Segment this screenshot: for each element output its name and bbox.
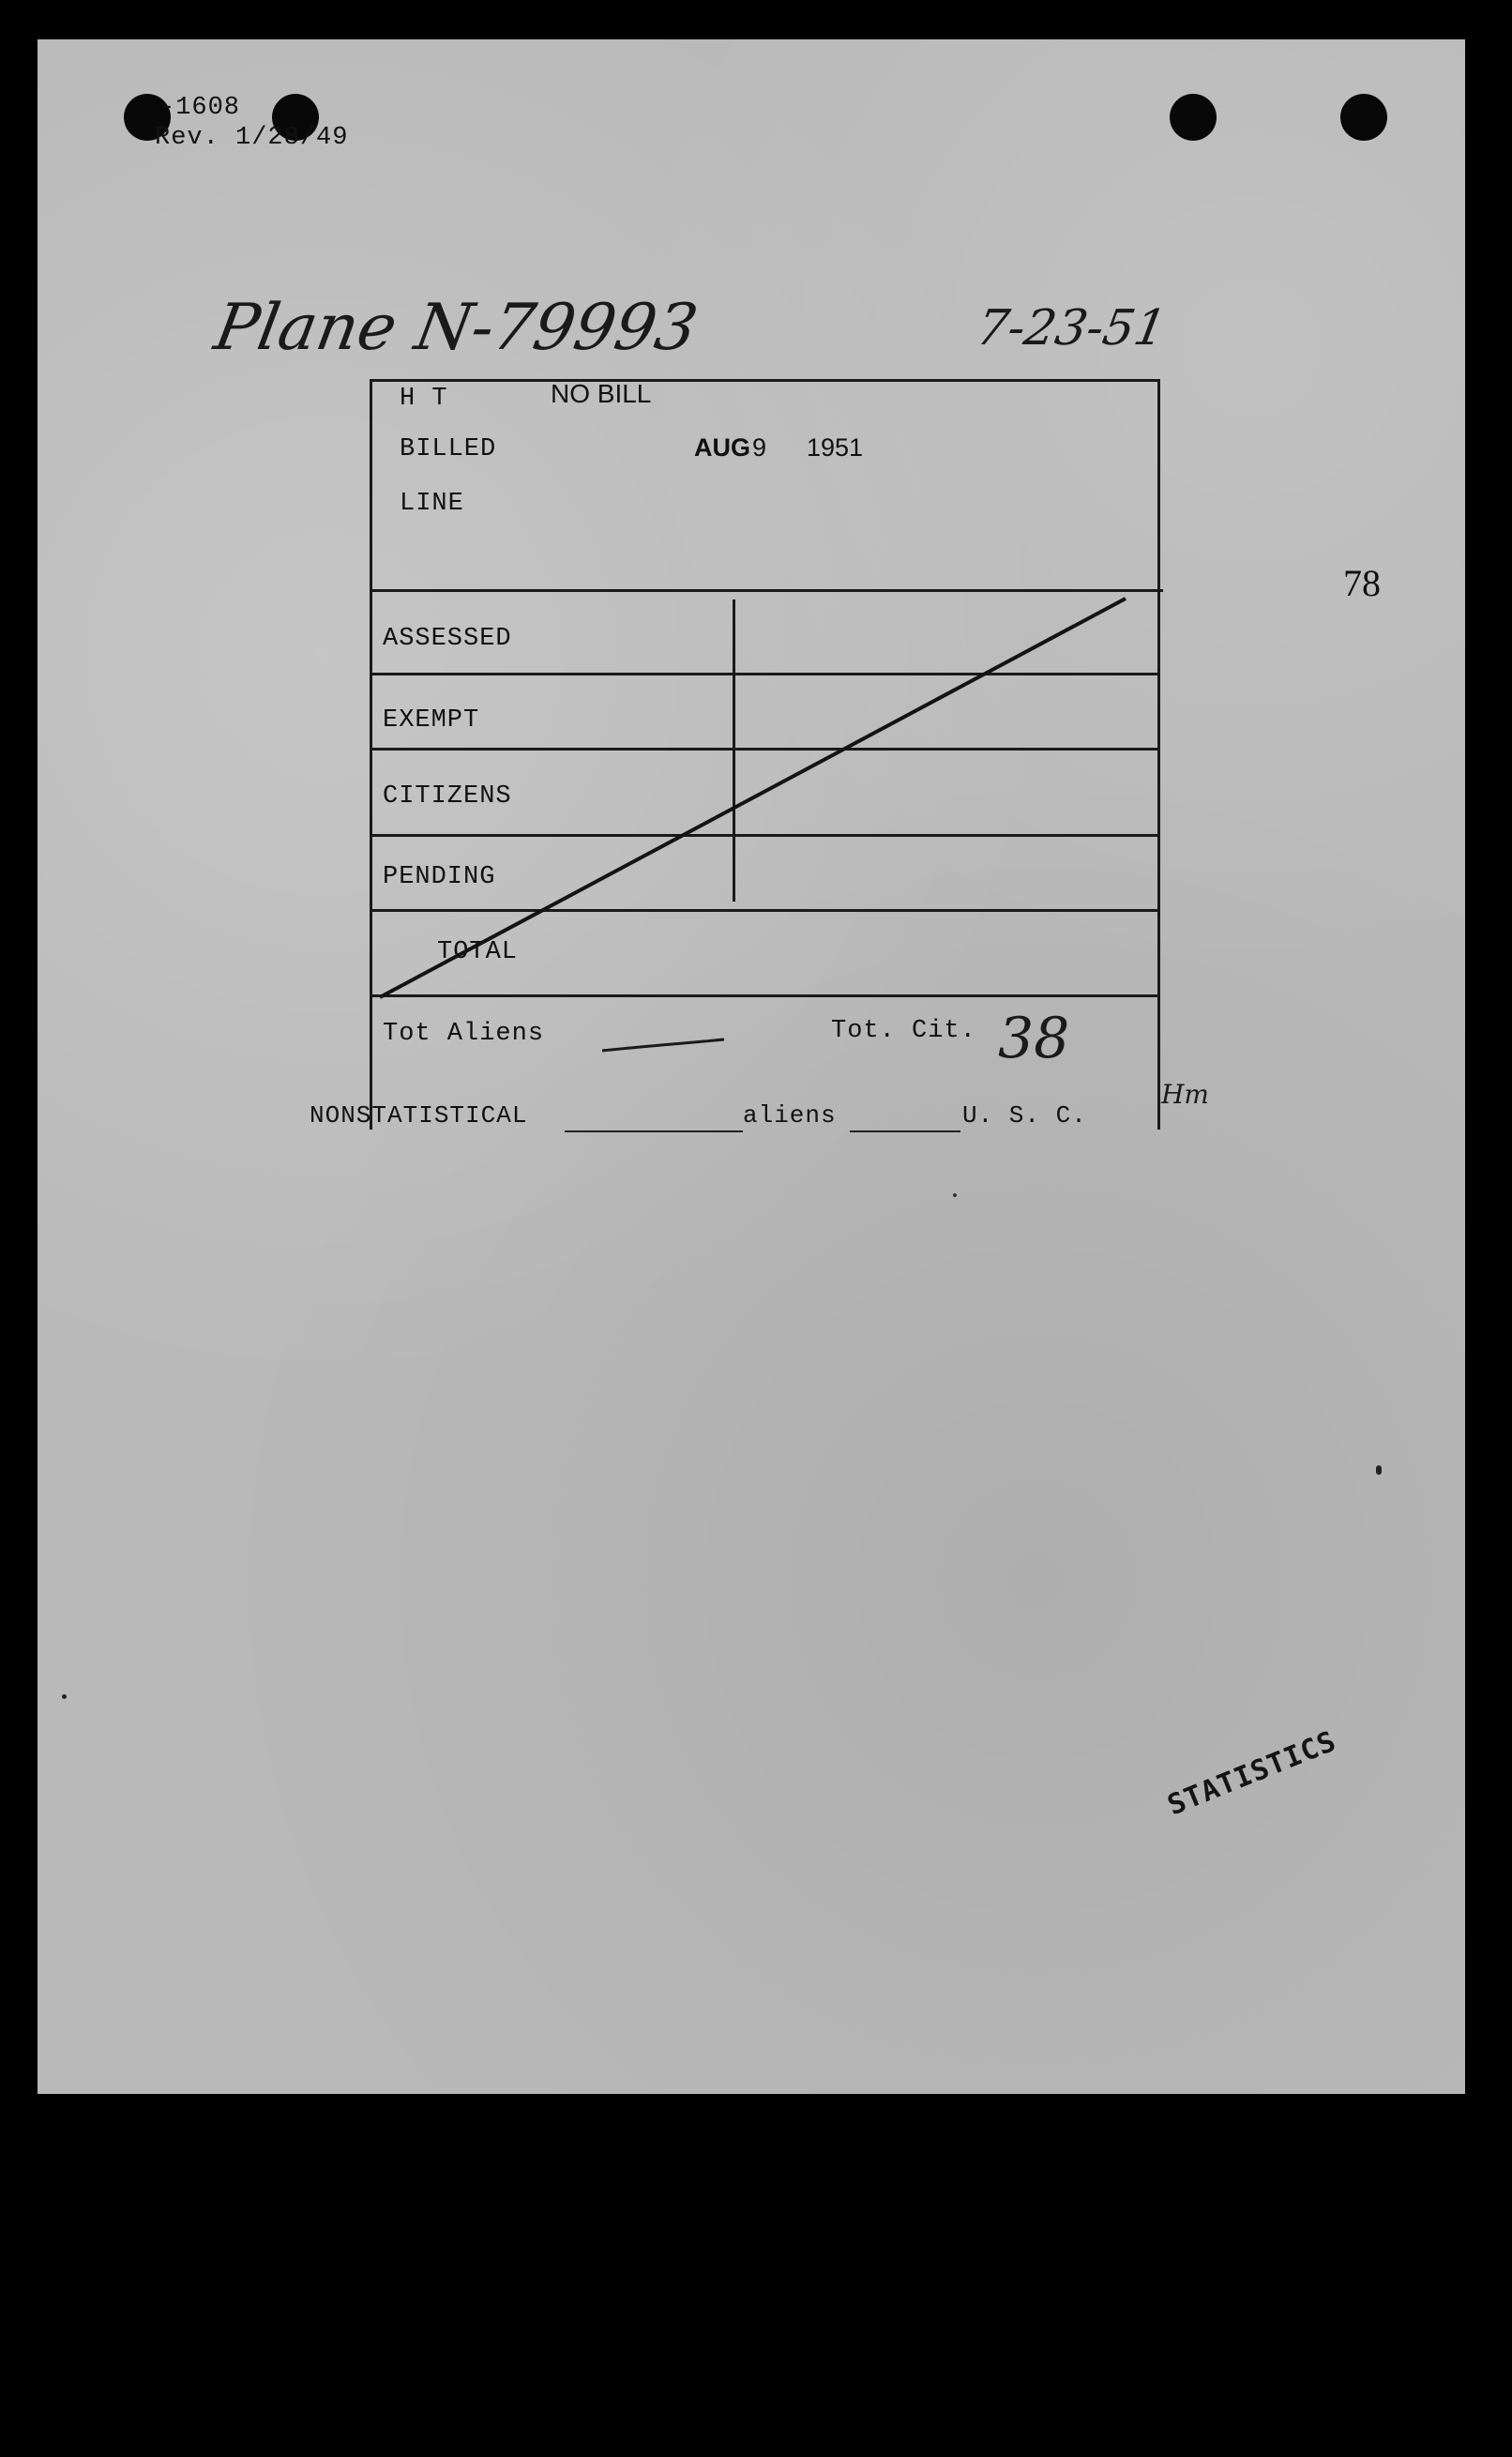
exempt-label: EXEMPT — [383, 706, 480, 735]
tot-aliens-dash — [600, 1034, 732, 1062]
handwritten-tot-cit-value: 38 — [998, 1006, 1070, 1071]
handwritten-initials: Hm — [1161, 1079, 1209, 1110]
speck — [953, 1193, 957, 1197]
diagonal-strike-line — [38, 39, 1465, 1165]
page-number: 78 — [1343, 562, 1381, 604]
usc-label: U. S. C. — [962, 1101, 1087, 1130]
billed-stamp-day: 9 — [752, 433, 767, 462]
assessed-label: ASSESSED — [383, 625, 512, 653]
pending-label: PENDING — [383, 863, 496, 891]
billed-stamp-month: AUG — [694, 433, 750, 462]
ht-label: H T — [400, 385, 448, 413]
document-page — [38, 39, 1465, 2094]
billed-label: BILLED — [400, 435, 497, 463]
citizens-label: CITIZENS — [383, 782, 512, 811]
form-number: -1608 — [159, 94, 241, 122]
nonstatistical-blank — [565, 1130, 743, 1132]
line-label: LINE — [400, 490, 464, 518]
handwritten-plane-number: Plane N-79993 — [209, 291, 703, 365]
total-label: TOTAL — [437, 938, 519, 966]
tot-cit-label: Tot. Cit. — [831, 1017, 976, 1045]
nonstatistical-label: NONSTATISTICAL — [310, 1101, 528, 1130]
aliens-blank — [850, 1130, 960, 1132]
no-bill-label: NO BILL — [551, 379, 652, 408]
form-revision: Rev. 1/28/49 — [155, 124, 349, 152]
tot-aliens-label: Tot Aliens — [383, 1020, 545, 1048]
aliens-label: aliens — [743, 1101, 837, 1130]
speck — [1376, 1465, 1382, 1475]
billed-stamp-year: 1951 — [807, 433, 864, 462]
speck — [62, 1694, 67, 1699]
handwritten-date: 7-23-51 — [972, 300, 1171, 356]
statistics-stamp: STATISTICS — [1163, 1724, 1341, 1823]
